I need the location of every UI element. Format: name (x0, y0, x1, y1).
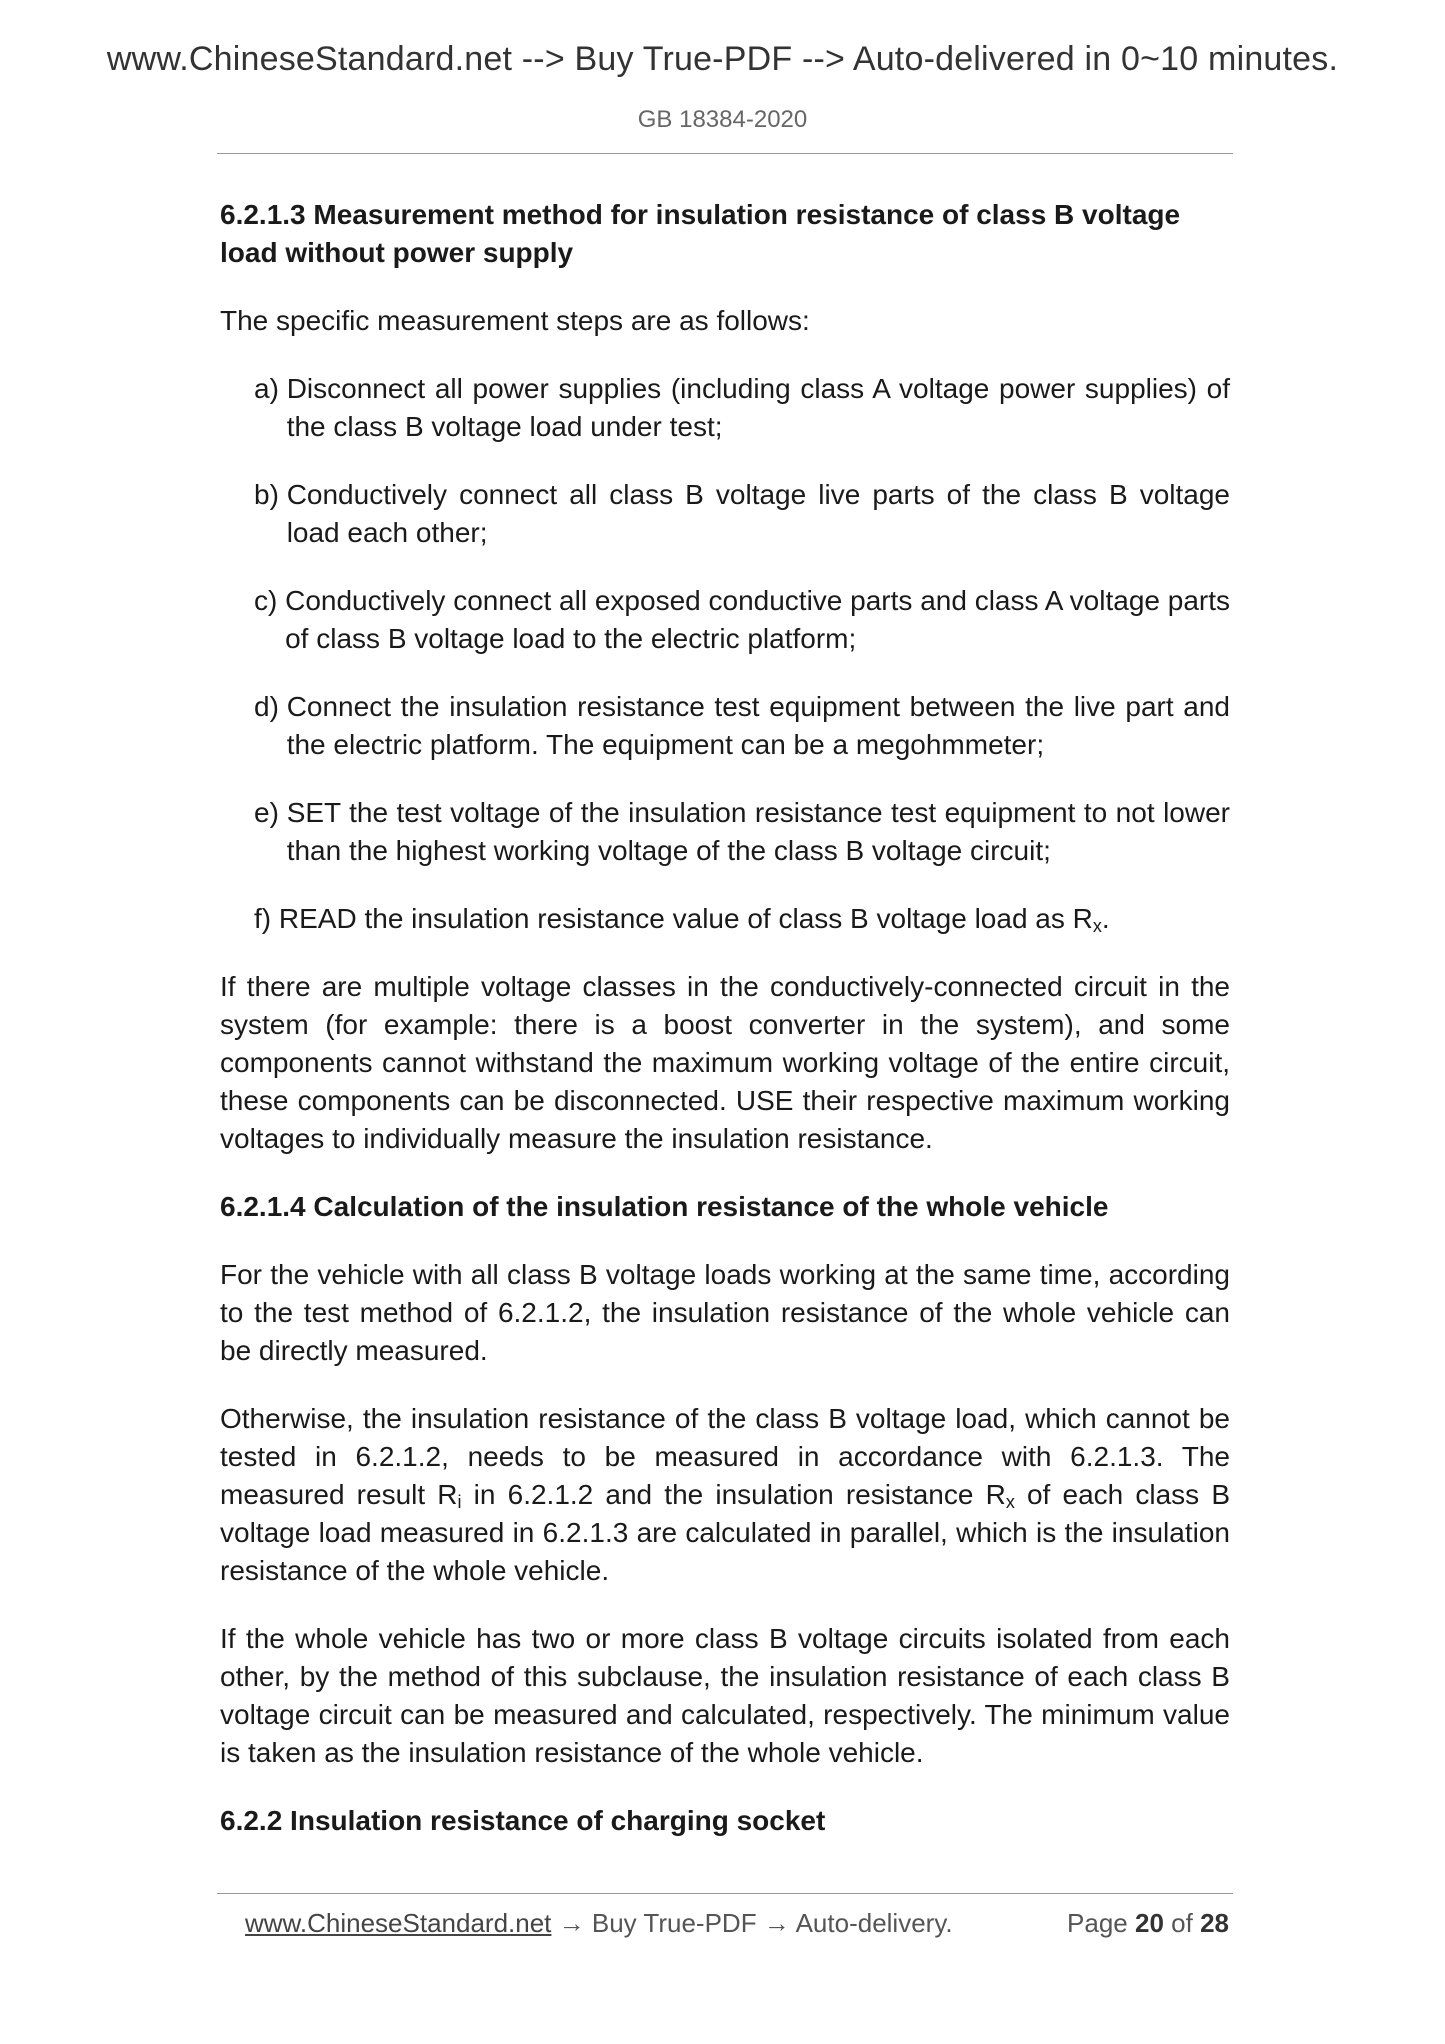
list-item (254, 794, 1230, 870)
list-item (254, 900, 1230, 938)
list-item (254, 688, 1230, 764)
list-item-label: d) (254, 691, 287, 722)
footer-text-buy: Buy True-PDF (584, 1908, 764, 1938)
paragraph-text: in 6.2.1.2 and the insulation resistance R (461, 1479, 1006, 1510)
multi-voltage-note: If there are multiple voltage classes in the conductively-connected circuit in the system (for example: there is a boost converter in the system), and some components cannot withstand the maximum working voltage of the entire circuit, these components can be disconnected. USE their respective maximum working voltages to individually measure the insulation resistance. (220, 971, 1230, 1154)
intro-paragraph: The specific measurement steps are as follows: (220, 305, 810, 336)
paragraph-text: Otherwise, the insulation resistance of the class B voltage load, which cannot be tested in 6.2.1.2, needs to be measured in accordance with 6.2.1.3. The measured result R (220, 1403, 1230, 1510)
heading-6-2-1-4: 6.2.1.4 Calculation of the insulation resistance of the whole vehicle (220, 1191, 1109, 1222)
paragraph-parallel-calculation (220, 1400, 1230, 1590)
document-code: GB 18384-2020 (637, 106, 808, 133)
page-total: 28 (1200, 1908, 1229, 1938)
arrow-icon: → (558, 1908, 585, 1938)
list-item-text: SET the test voltage of the insulation resistance test equipment to not lower than the highest working voltage of the class B voltage circuit; (286, 797, 1230, 866)
arrow-icon: → (763, 1908, 790, 1938)
page-indicator (1067, 1908, 1229, 1939)
footer-site-link[interactable]: www.ChineseStandard.net (245, 1908, 552, 1938)
paragraph-direct-measurement: For the vehicle with all class B voltage loads working at the same time, according to the test method of 6.2.1.2, the insulation resistance of the whole vehicle can be directly measured. (220, 1259, 1230, 1366)
page-footer (245, 1908, 1235, 1939)
list-item-label: c) (254, 585, 286, 616)
page-current: 20 (1135, 1908, 1164, 1938)
list-item-text: Disconnect all power supplies (including class A voltage power supplies) of the class B voltage load under test; (286, 373, 1230, 442)
list-item-text-main: READ the insulation resistance value of class B voltage load as R (278, 903, 1093, 934)
list-item-text: Conductively connect all exposed conductive parts and class A voltage parts of class B voltage load to the electric platform; (285, 585, 1230, 654)
list-item-label: f) (254, 903, 279, 934)
top-banner: www.ChineseStandard.net --> Buy True-PDF --> Auto-delivered in 0~10 minutes. (106, 40, 1339, 78)
list-item-label: b) (254, 479, 287, 510)
paragraph-isolated-circuits: If the whole vehicle has two or more class B voltage circuits isolated from each other, by the method of this subclause, the insulation resistance of each class B voltage circuit can be measured and calculated, respectively. The minimum value is taken as the insulation resistance of the whole vehicle. (220, 1623, 1230, 1768)
list-item-text-tail: . (1101, 903, 1110, 934)
footer-divider (217, 1893, 1233, 1894)
list-item (254, 582, 1230, 658)
header-divider (217, 153, 1233, 154)
list-item-text: Connect the insulation resistance test equipment between the live part and the electric platform. The equipment can be a megohmmeter; (286, 691, 1230, 760)
list-item-label: e) (254, 797, 287, 828)
list-item-text: Conductively connect all class B voltage live parts of the class B voltage load each other; (286, 479, 1230, 548)
subscript-x: x (1005, 1492, 1015, 1512)
subscript-x: x (1092, 916, 1102, 936)
heading-6-2-2: 6.2.2 Insulation resistance of charging socket (220, 1805, 826, 1836)
list-item-label: a) (254, 373, 287, 404)
footer-text-delivery: Auto-delivery. (789, 1908, 953, 1938)
list-item-text (279, 900, 1230, 938)
paragraph-text: of each class B voltage load measured in 6.2.1.3 are calculated in parallel, which is the insulation resistance of the whole vehicle. (220, 1479, 1230, 1586)
subscript-i: i (457, 1492, 462, 1512)
list-item (254, 370, 1230, 446)
page-word: Page (1067, 1908, 1128, 1938)
list-item (254, 476, 1230, 552)
of-word: of (1171, 1908, 1193, 1938)
heading-6-2-1-3: 6.2.1.3 Measurement method for insulation resistance of class B voltage load without power supply (220, 199, 1181, 268)
page-content (220, 196, 1230, 1870)
